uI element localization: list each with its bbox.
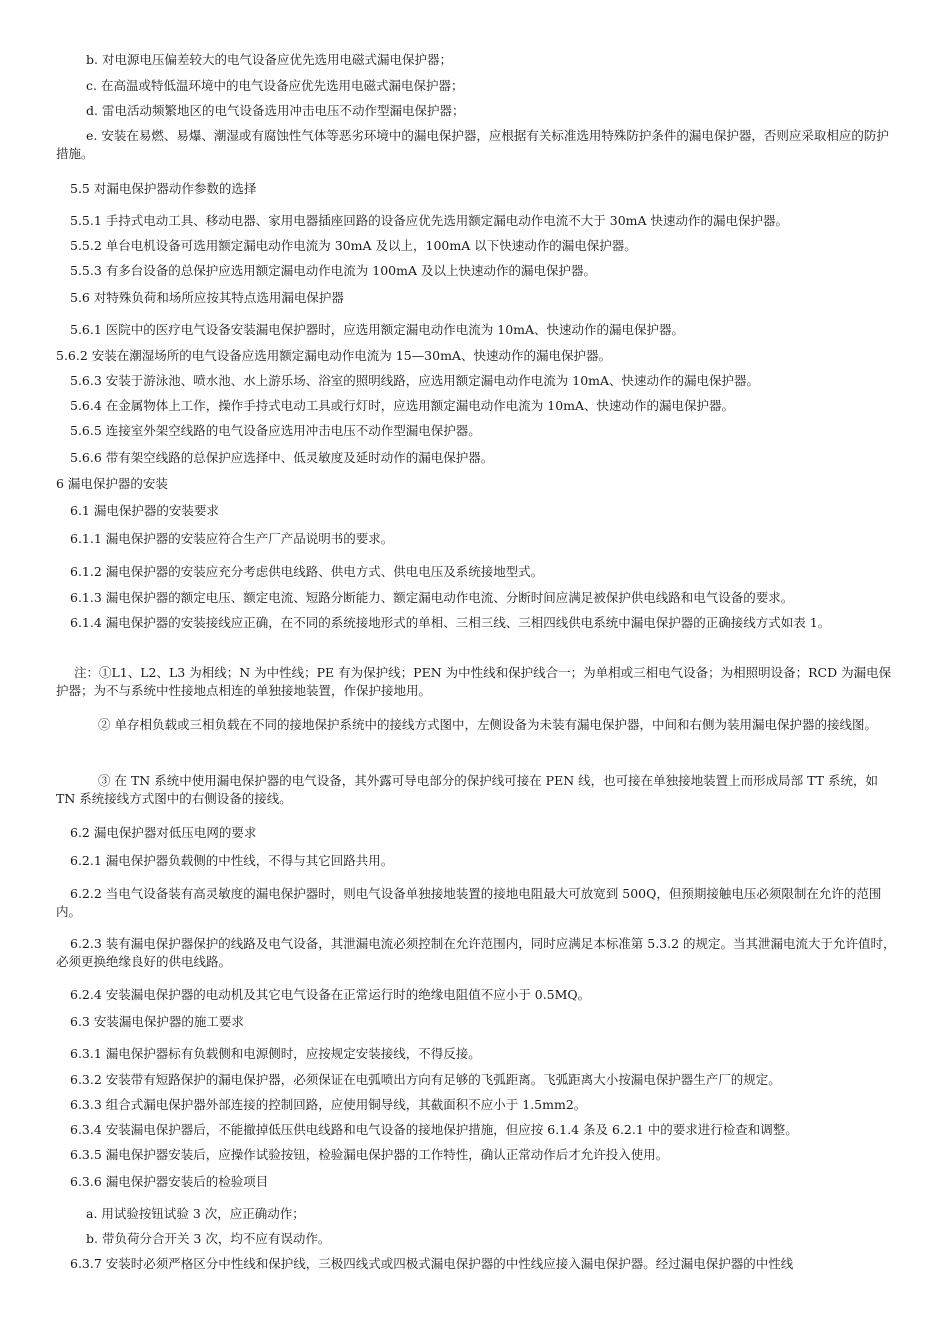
text-line: 6.3.2 安装带有短路保护的漏电保护器，必须保证在电弧喷出方向有足够的飞弧距离。飞弧距离大小按漏电保护器生产厂的规定。	[70, 1072, 781, 1087]
text-line: 6.3.3 组合式漏电保护器外部连接的控制回路，应使用铜导线，其截面积不应小于 1.5mm2。	[70, 1097, 587, 1112]
chapter-heading: 6 漏电保护器的安装	[56, 476, 168, 491]
note-paragraph: ③ 在 TN 系统中使用漏电保护器的电气设备，其外露可导电部分的保护线可接在 PEN 线，也可接在单独接地装置上而形成局部 TT 系统，如 TN 系统接线方式图中的右侧设备的接线。	[56, 773, 878, 806]
text-line: c. 在高温或特低温环境中的电气设备应优先选用电磁式漏电保护器；	[86, 78, 464, 93]
section-heading: 6.1 漏电保护器的安装要求	[70, 503, 219, 518]
text-line: 5.5.3 有多台设备的总保护应选用额定漏电动作电流为 100mA 及以上快速动作的漏电保护器。	[70, 263, 596, 278]
text-line: 6.2.1 漏电保护器负载侧的中性线，不得与其它回路共用。	[70, 853, 394, 868]
text-line: 6.2.4 安装漏电保护器的电动机及其它电气设备在正常运行时的绝缘电阻值不应小于 0.5MQ。	[70, 987, 591, 1002]
text-line: d. 雷电活动频繁地区的电气设备选用冲击电压不动作型漏电保护器；	[86, 103, 465, 118]
section-heading: 5.5 对漏电保护器动作参数的选择	[70, 181, 257, 196]
text-line: b. 对电源电压偏差较大的电气设备应优先选用电磁式漏电保护器；	[86, 52, 452, 67]
text-paragraph: e. 安装在易燃、易爆、潮湿或有腐蚀性气体等恶劣环境中的漏电保护器，应根据有关标准选用特殊防护条件的漏电保护器，否则应采取相应的防护措施。	[56, 128, 889, 161]
text-paragraph: 6.2.2 当电气设备装有高灵敏度的漏电保护器时，则电气设备单独接地装置的接地电阻最大可放宽到 500Q，但预期接触电压必须限制在允许的范围内。	[56, 886, 882, 919]
text-line: 6.3.6 漏电保护器安装后的检验项目	[70, 1174, 269, 1189]
text-line: 5.6.6 带有架空线路的总保护应选择中、低灵敏度及延时动作的漏电保护器。	[70, 450, 494, 465]
text-line: 5.6.5 连接室外架空线路的电气设备应选用冲击电压不动作型漏电保护器。	[70, 423, 481, 438]
text-line: 5.6.3 安装于游泳池、喷水池、水上游乐场、浴室的照明线路，应选用额定漏电动作电流为 10mA、快速动作的漏电保护器。	[70, 373, 760, 388]
note-paragraph: 注：①L1、L2、L3 为相线；N 为中性线；PE 有为保护线；PEN 为中性线和保护线合一；为单相或三相电气设备；为相照明设备；RCD 为漏电保护器；为不与系统中性接地点相连的单独接地装置，作保护接地用。	[56, 665, 892, 698]
text-line: 6.3.7 安装时必须严格区分中性线和保护线，三极四线式或四极式漏电保护器的中性线应接入漏电保护器。经过漏电保护器的中性线	[70, 1256, 794, 1271]
text-line: 5.6.1 医院中的医疗电气设备安装漏电保护器时，应选用额定漏电动作电流为 10mA、快速动作的漏电保护器。	[70, 322, 685, 337]
text-line: 5.5.1 手持式电动工具、移动电器、家用电器插座回路的设备应优先选用额定漏电动作电流不大于 30mA 快速动作的漏电保护器。	[70, 213, 789, 228]
text-line: 6.1.3 漏电保护器的额定电压、额定电流、短路分断能力、额定漏电动作电流、分断时间应满足被保护供电线路和电气设备的要求。	[70, 590, 794, 605]
section-heading: 5.6 对特殊负荷和场所应按其特点选用漏电保护器	[70, 290, 344, 305]
text-line: 5.6.2 安装在潮湿场所的电气设备应选用额定漏电动作电流为 15—30mA、快速动作的漏电保护器。	[56, 348, 611, 363]
text-paragraph: 6.2.3 装有漏电保护器保护的线路及电气设备，其泄漏电流必须控制在允许范围内，同时应满足本标准第 5.3.2 的规定。当其泄漏电流大于允许值时，必须更换绝缘良好的供电线路。	[56, 936, 896, 969]
text-line: 6.1.1 漏电保护器的安装应符合生产厂产品说明书的要求。	[70, 531, 394, 546]
note-paragraph: ② 单存相负载或三相负载在不同的接地保护系统中的接线方式图中，左侧设备为未装有漏电保护器，中间和右侧为装用漏电保护器的接线图。	[98, 717, 877, 732]
list-item: b. 带负荷分合开关 3 次，均不应有误动作。	[86, 1231, 331, 1246]
text-line: 6.3.4 安装漏电保护器后，不能撤掉低压供电线路和电气设备的接地保护措施，但应按 6.1.4 条及 6.2.1 中的要求进行检查和调整。	[70, 1122, 798, 1137]
text-line: 6.3.1 漏电保护器标有负载侧和电源侧时，应按规定安装接线，不得反接。	[70, 1046, 481, 1061]
section-heading: 6.2 漏电保护器对低压电网的要求	[70, 825, 257, 840]
section-heading: 6.3 安装漏电保护器的施工要求	[70, 1014, 244, 1029]
text-paragraph: 6.1.4 漏电保护器的安装接线应正确，在不同的系统接地形式的单相、三相三线、三相四线供电系统中漏电保护器的正确接线方式如表 1。	[70, 615, 831, 630]
list-item: a. 用试验按钮试验 3 次，应正确动作；	[86, 1206, 305, 1221]
text-line: 5.6.4 在金属物体上工作，操作手持式电动工具或行灯时，应选用额定漏电动作电流为 10mA、快速动作的漏电保护器。	[70, 398, 735, 413]
text-line: 5.5.2 单台电机设备可选用额定漏电动作电流为 30mA 及以上，100mA 以下快速动作的漏电保护器。	[70, 238, 637, 253]
text-line: 6.1.2 漏电保护器的安装应充分考虑供电线路、供电方式、供电电压及系统接地型式。	[70, 564, 544, 579]
text-line: 6.3.5 漏电保护器安装后，应操作试验按钮，检验漏电保护器的工作特性，确认正常动作后才允许投入使用。	[70, 1147, 669, 1162]
